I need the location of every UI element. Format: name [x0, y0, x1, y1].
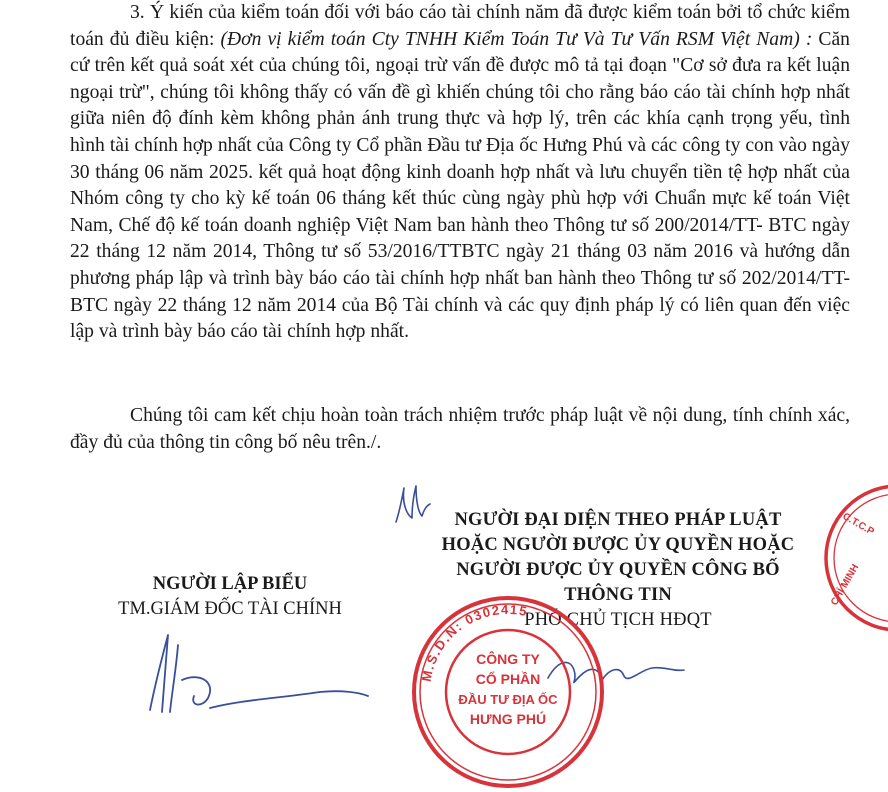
partial-seal-city: CHÍ MINH [829, 562, 862, 608]
audit-opinion-intro: 3. Ý kiến của kiểm toán đối với báo cáo tài chính năm đã được kiểm toán bởi tổ chức kiểm toán đủ điều kiện: [70, 2, 850, 50]
preparer-title: TM.GIÁM ĐỐC TÀI CHÍNH [118, 599, 342, 619]
legal-rep-title: PHÓ CHỦ TỊCH HĐQT [524, 610, 712, 630]
seal-line-1: CÔNG TY [476, 651, 540, 667]
audit-opinion-body: Căn cứ trên kết quả soát xét của chúng tôi, ngoại trừ vấn đề được mô tả tại đoạn "Cơ sở đưa ra kết luận ngoại trừ", chúng tôi không thấy có vấn đề gì khiến chúng tôi cho rằng báo cáo tài chính hợp nhất giữa niên độ đính kèm không phản ánh trung thực và hợp lý, trên các khía cạnh trọng yếu, tình hình tài chính hợp nhất của Công ty Cổ phần Đầu tư Địa ốc Hưng Phú và các công ty con vào ngày 30 tháng 06 năm 2025. kết quả hoạt động kinh doanh hợp nhất và lưu chuyển tiền tệ hợp nhất của Nhóm công ty cho kỳ kế toán 06 tháng kết thúc cùng ngày phù hợp với Chuẩn mực kế toán Việt Nam, Chế độ kế toán doanh nghiệp Việt Nam ban hành theo Thông tư số 200/2014/TT- BTC ngày 22 tháng 12 năm 2014, Thông tư số 53/2016/TTBTC ngày 21 tháng 03 năm 2016 và hướng dẫn phương pháp lập và trình bày báo cáo tài chính hợp nhất ban hành theo Thông tư số 202/2014/TT- BTC ngày 22 tháng 12 năm 2014 của Bộ Tài chính và các quy định pháp lý có liên quan đến việc lập và trình bày báo cáo tài chính hợp nhất. [70, 28, 850, 343]
auditor-name: (Đơn vị kiểm toán Cty TNHH Kiểm Toán Tư Và Tư Vấn RSM Việt Nam) : [220, 28, 813, 50]
commitment-paragraph: Chúng tôi cam kết chịu hoàn toàn trách nhiệm trước pháp luật về nội dung, tính chính xác, đầy đủ của thông tin công bố nêu trên./. [70, 405, 850, 453]
legal-rep-line-2: HOẶC NGƯỜI ĐƯỢC ỦY QUYỀN HOẶC [441, 535, 795, 555]
audit-opinion-paragraph [70, 0, 850, 346]
legal-rep-line-4: THÔNG TIN [564, 585, 672, 605]
legal-rep-line-1: NGƯỜI ĐẠI DIỆN THEO PHÁP LUẬT [454, 510, 782, 530]
partial-seal-text: C.T.C.P [840, 511, 876, 538]
seal-line-4: HƯNG PHÚ [469, 711, 547, 727]
legal-rep-line-3: NGƯỜI ĐƯỢC ỦY QUYỀN CÔNG BỐ [456, 560, 780, 580]
seal-line-3: ĐẦU TƯ ĐỊA ỐC [458, 692, 558, 707]
company-seal-icon [408, 592, 608, 792]
preparer-signature-icon [120, 620, 370, 715]
seal-line-2: CỔ PHẦN [475, 671, 541, 687]
partial-seal-icon [818, 478, 888, 638]
initials-signature-icon [386, 480, 436, 530]
seal-ring-text: M.S.D.N: 0302415 [418, 601, 530, 683]
preparer-role: NGƯỜI LẬP BIỂU [152, 574, 308, 594]
preparer-block [70, 572, 390, 622]
